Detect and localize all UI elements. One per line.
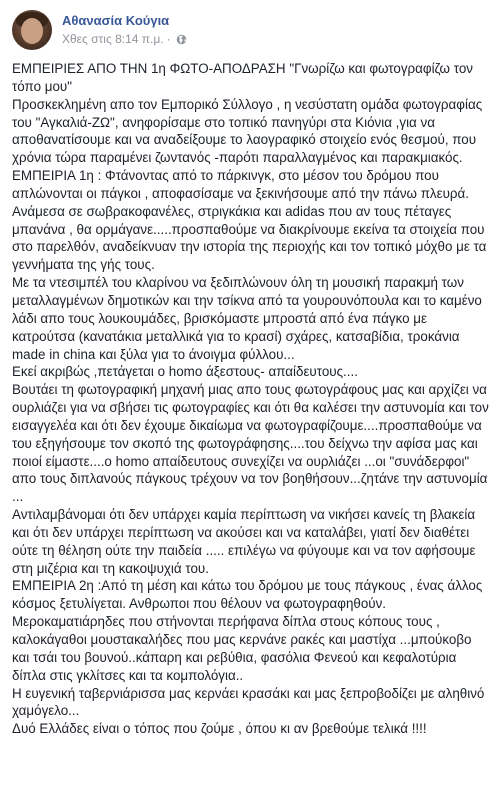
post-paragraph-camera: Βουτάει τη φωτογραφική μηχανή μιας απο τους φωτογράφους μας και αρχίζει να ουρλιάζει για να σβήσει τις φωτογραφίες και ότι θα καλέσει την αστυνομία και τον εισαγγελέα και ότι δεν έχουμε δικαίωμα να φωτογραφίζουμε....προσπαθούμε να του εξηγήσουμε τον σκοπό της φωτογράφησης....του δείχνω την αφίσα μας και ποιοί είμαστε....ο homo απαίδευτους συνεχίζει να ουρλιάζει ...οι "συνάδερφοι" απο τους διπλανούς πάγκους τρέχουν να τον βοηθήσουν...ζητάνε την αστυνομία ... <box>12 382 493 505</box>
post-paragraph-experience-2: ΕΜΠΕΙΡΙΑ 2η :Από τη μέση και κάτω του δρόμου με τους πάγκους , ένας άλλος κόσμος ξετυλίγεται. Ανθρωποι που θέλουν να φωτογραφηθούν. Μεροκαματιάρηδες που στήνονται περήφανα δίπλα στους κόπους τους , καλοκάγαθοι μουστακαλήδες που μας κερνάνε ρακές και μαστίχα ...μπούκοβο και τσάι του βουνού..κάπαρη και ρεβύθια, φασόλια Φενεού και κεφαλοτύρια δίπλα στις γκλίτσες και τα κομπολόγια.. <box>12 578 487 683</box>
post-paragraph-experience-1: ΕΜΠΕΙΡΙΑ 1η : Φτάνοντας από το πάρκινγκ, στο μέσον του δρόμου που απλώνονται οι πάγκοι , αποφασίσαμε να ξεκινήσουμε από την πάνω πλευρά. Ανάμεσα σε σωβρακοφανέλες, στριγκάκια και adidas που αν τους πέταγες μπανάνα , θα ορμάγανε.....προσπαθούμε να διακρίνουμε εκείνα τα στοιχεία που στο παρελθόν, αναδείκνυαν την ιστορία της περιοχής και τον τοπικό μόχθο με τα γεννήματα της γής τους. <box>12 168 491 273</box>
post-header <box>12 10 487 56</box>
post-paragraph-tavern: Η ευγενική ταβερνιάρισσα μας κερνάει κρασάκι και μας ξεπροβοδίζει με αληθινό χαμόγελο... <box>12 685 489 719</box>
post-paragraph-realize: Αντιλαμβάνομαι ότι δεν υπάρχει καμία περίπτωση να νικήσει κανείς τη βλακεία και ότι δεν υπάρχει περίπτωση να ακούσει και να καταλάβει, γιατί δεν διαθέτει ούτε τη θέληση ούτε την παιδεία ..... επιλέγω να φύγουμε και να τον αφήσουμε στη μιζέρια και τη κακοψυχιά του. <box>12 507 480 576</box>
avatar-face <box>21 18 43 44</box>
post-paragraph-closing: Δυό Ελλάδες είναι ο τόπος που ζούμε , όπου κι αν βρεθούμε τελικά !!!! <box>12 721 427 737</box>
avatar[interactable] <box>12 10 52 50</box>
post-meta <box>62 32 187 46</box>
post-paragraph-intro: Προσκεκλημένη απο τον Εμπορικό Σύλλογο , η νεσύστατη ομάδα φωτογραφίας του "Αγκαλιά-ΖΩ", ανηφορίσαμε στο τοπικό πανηγύρι στα Κιόνια ,για να αποθανατίσουμε και να αναδείξουμε το λαογραφικό στοιχείο ενός θεσμού, που χρόνια τώρα παραμένει ζωντανός -παρότι παραλλαγμένος και παρακμιακός. <box>12 96 486 166</box>
globe-icon[interactable] <box>176 34 187 45</box>
meta-separator: · <box>166 32 171 46</box>
author-name[interactable]: Αθανασία Κούγια <box>62 13 170 28</box>
post-paragraph-title: ΕΜΠΕΙΡΙΕΣ ΑΠΟ ΤΗΝ 1η ΦΩΤΟ-ΑΠΟΔΡΑΣΗ "Γνωρίζω και φωτογραφίζω τον τόπο μου" <box>12 61 477 94</box>
post-body <box>12 60 493 738</box>
post-timestamp[interactable]: Χθες στις 8:14 π.μ. <box>62 32 164 46</box>
post-paragraph-homo: Εκεί ακριβώς ,πετάγεται ο homo άξεστους- απαίδευτους.... <box>12 364 358 380</box>
post-paragraph-stall: Με τα ντεσιμπέλ του κλαρίνου να ξεδιπλώνουν όλη τη μουσική παρακμή των μεταλλαγμένων δημοτικών και την τσίκνα από τα γουρουνόπουλα και το καμένο λάδι απο τους λουκουμάδες, βρισκόμαστε μπροστά από ένα πάγκο με κατρούτσα (κανατάκια μεταλλικά για το κρασί) σχάρες, κατσαβίδια, τροκάνια made in china και ξύλα για το άνοιγμα φύλλου... <box>12 275 486 362</box>
